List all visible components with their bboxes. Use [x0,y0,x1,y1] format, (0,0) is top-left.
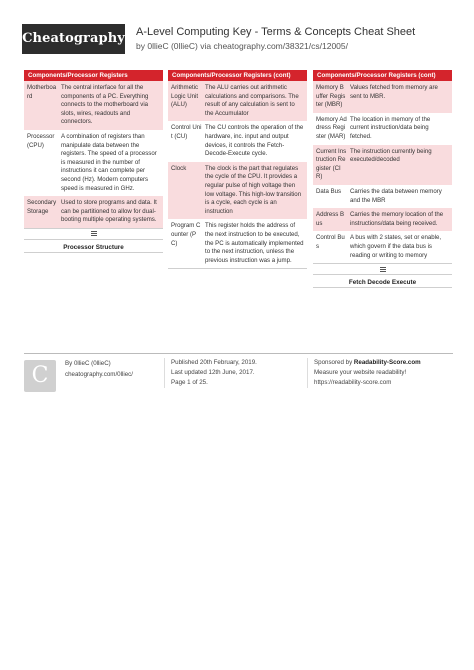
published-date: Published 20th February, 2019. [171,359,257,366]
table-row [168,81,307,121]
section-divider [313,264,452,275]
section-body [24,81,163,229]
avatar[interactable] [24,360,56,392]
table-row [24,196,163,228]
section-heading: Components/Processor Registers [24,70,163,81]
term-cell: Secondary Storage [27,199,57,215]
author-name[interactable]: By 0llieC (0llieC) [65,360,111,367]
section-divider [24,229,163,240]
definition-cell: Values fetched from memory are sent to MBR. [350,84,438,100]
table-row [313,81,452,113]
term-cell: Processor (CPU) [27,132,55,149]
definition-cell: The CU controls the operation of the hardware, inc. input and output devices, it controls the Fetch-Decode-Execute cycle. [205,124,304,158]
term-cell: Current Instruction Register (CIR) [316,147,347,181]
author-info [65,358,133,380]
table-row [24,130,163,196]
term-cell: Data Bus [316,187,342,195]
author-url[interactable]: cheatography.com/0lliec/ [65,371,133,378]
definition-cell: The ALU carries out arithmetic calculations and comparisons. The result of any calculation is sent to the Accumulator [205,84,299,117]
next-section-title: Processor Structure [24,242,163,253]
page-subtitle[interactable]: by 0llieC (0llieC) via cheatography.com/38321/cs/12005/ [136,41,348,51]
page-footer [24,353,453,403]
table-row [313,231,452,263]
term-cell: Arithmetic Logic Unit (ALU) [171,84,199,109]
definition-cell: A combination of registers than manipulate data between the registers. The speed of a processor is measured in the number of instructions it can complete per second (Hz). Modern computers speed is measured in GHz. [61,132,157,192]
term-cell: Memory Buffer Register (MBR) [316,84,346,109]
table-row [313,113,452,145]
section-heading: Components/Processor Registers (cont) [168,70,307,81]
definition-cell: The clock is the part that regulates the cycle of the CPU. It provides a regular pulse of high voltage then low voltage. This high-low transition is a cycle, each cycle is an instruction [205,164,302,215]
sponsor-name[interactable]: Readability-Score.com [353,359,421,366]
column-3 [313,70,452,288]
cheatography-logo[interactable]: Cheatography [22,24,125,54]
table-row [313,208,452,231]
section-body [313,81,452,264]
term-cell: Control Bus [316,234,345,250]
avatar-letter: C [31,363,49,388]
page-header [0,0,474,62]
menu-lines-icon [91,231,97,236]
sponsor-info [314,358,421,388]
table-row [168,219,307,268]
section-body [168,81,307,269]
table-row [313,185,452,208]
definition-cell: Carries the data between memory and the MBR [350,187,442,204]
table-row [313,145,452,185]
term-cell: Address Bus [316,211,345,227]
table-row [24,81,163,130]
column-2 [168,70,307,269]
term-cell: Control Unit (CU) [171,124,202,140]
table-row [168,121,307,161]
column-1 [24,70,163,253]
footer-divider [164,358,165,388]
table-row [168,162,307,220]
page-title: A-Level Computing Key - Terms & Concepts Cheat Sheet [136,26,416,38]
next-section-title: Fetch Decode Execute [313,277,452,288]
sponsor-prefix: Sponsored by [314,359,354,366]
definition-cell: Used to store programs and data. It can be partitioned to allow for dual-booting multiple operating systems. [61,199,157,224]
menu-lines-icon [380,267,386,272]
term-cell: Memory Address Register (MAR) [316,115,347,140]
footer-divider [307,358,308,388]
definition-cell: The instruction currently being executed/decoded [350,147,432,164]
term-cell: Clock [171,164,187,172]
term-cell: Program Counter (PC) [171,222,201,247]
definition-cell: A bus with 2 states, set or enable, which govern if the data bus is reading or writing to memory [350,234,442,259]
definition-cell: The central interface for all the components of a PC. Everything connects to the motherboard via slots, wires, readouts and connectors. [61,84,149,126]
term-cell: Motherboa rd [27,84,57,100]
section-heading: Components/Processor Registers (cont) [313,70,452,81]
sponsor-url[interactable]: https://readability-score.com [314,379,392,386]
updated-date: Last updated 12th June, 2017. [171,369,255,376]
sponsor-tagline: Measure your website readability! [314,369,407,376]
page-number: Page 1 of 25. [171,379,208,386]
definition-cell: Carries the memory location of the instructions/data being received. [350,211,444,227]
publish-info [171,358,257,388]
definition-cell: The location in memory of the current instruction/data being fetched. [350,115,431,140]
definition-cell: This register holds the address of the next instruction to be executed, the PC is automatically implemented to the next instruction, unless the previous instruction was a jump. [205,222,304,264]
